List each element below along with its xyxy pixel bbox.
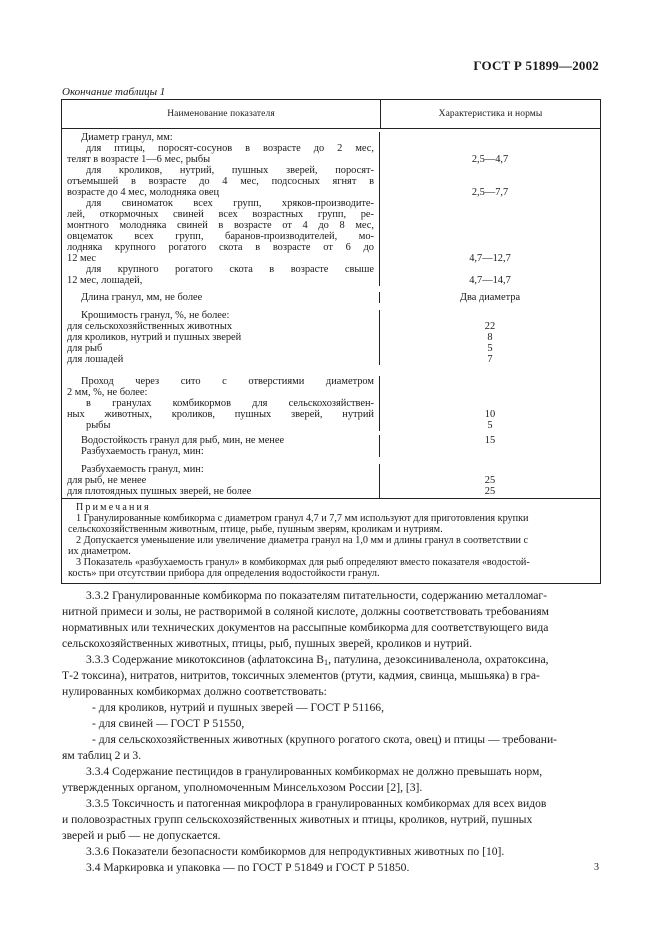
norm-cell: [380, 132, 600, 286]
paragraph-line: нулированных комбикормах должно соответствовать:: [62, 685, 327, 698]
indicator-line: отъемышей в возрасте до 4 мес, подсосных ягнят в: [67, 176, 374, 187]
indicator-cell: [62, 132, 380, 286]
paragraph-line: 3.3.2 Гранулированные комбикорма по показателям питательности, содержанию металломаг-: [86, 589, 548, 602]
paragraph-line: утвержденных органом, уполномоченным Минсельхозом России [2], [3].: [62, 781, 423, 794]
table-header: [62, 100, 600, 129]
body-text: [62, 588, 602, 876]
note-line: их диаметром.: [68, 546, 131, 557]
table-row: [62, 286, 600, 303]
norm-value: [380, 398, 600, 409]
column-header-norms: Характеристика и нормы: [438, 109, 543, 119]
norm-value: 25: [484, 486, 496, 497]
norm-value: [380, 446, 600, 457]
table-body: [62, 129, 600, 498]
norm-value: 2,5—4,7: [471, 154, 509, 165]
indicator-line: Разбухаемость гранул, мин:: [81, 464, 204, 475]
norm-value: [380, 143, 600, 154]
indicator-line: лей, откормочных свиней всех возрастных групп, ре-: [67, 209, 374, 220]
paragraph-line: и половозрастных групп сельскохозяйственных животных и птицы, кроликов, нутрий, пушных: [62, 813, 533, 826]
paragraph-line: 3.4 Маркировка и упаковка — по ГОСТ Р 51849 и ГОСТ Р 51850.: [86, 861, 410, 874]
norm-cell: [380, 310, 600, 365]
paragraph-line: ям таблиц 2 и 3.: [62, 749, 142, 762]
norm-cell: [380, 464, 600, 497]
indicator-cell: [62, 292, 380, 303]
norm-value: 7: [487, 354, 493, 365]
norm-value: 2,5—7,7: [471, 187, 509, 198]
norm-value: [380, 264, 600, 275]
indicator-line: для свиноматок всех групп, хряков-производите-: [86, 198, 374, 209]
norm-value: 22: [484, 321, 496, 332]
paragraph-line: зверей и рыб — не допускается.: [62, 829, 221, 842]
indicator-line: 2 мм, %, не более:: [67, 387, 148, 398]
paragraph-line: - для кроликов, нутрий и пушных зверей — ГОСТ Р 51166,: [92, 701, 384, 714]
table-row: [62, 365, 600, 431]
paragraph-line: 3.3.6 Показатели безопасности комбикормов для непродуктивных животных по [10].: [86, 845, 505, 858]
indicator-line: для рыб, не менее: [67, 475, 147, 486]
norm-value: [380, 231, 600, 242]
indicator-line: возрасте до 4 мес, молодняка овец: [67, 187, 220, 198]
indicator-line: овцематок всех групп, баранов-производителей, мо-: [67, 231, 374, 242]
indicator-line: Крошимость гранул, %, не более:: [81, 310, 230, 321]
indicator-line: 12 мес: [67, 253, 97, 264]
indicator-cell: [62, 464, 380, 497]
norm-value: 25: [484, 475, 496, 486]
table-row: [62, 129, 600, 286]
indicator-line: Водостойкость гранул для рыб, мин, не менее: [81, 435, 285, 446]
norm-value: [380, 242, 600, 253]
indicator-line: рыбы: [86, 420, 111, 431]
table-row: [62, 303, 600, 365]
note-line: 3 Показатель «разбухаемость гранул» в комбикормах для рыб определяют вместо показателя «водостой-: [76, 557, 530, 568]
paragraph-line: 3.3.3 Содержание микотоксинов (афлатоксина $B_1$, патулина, дезоксиниваленола, охратоксина,: [86, 653, 549, 667]
indicator-line: телят в возрасте 1—6 мес, рыбы: [67, 154, 211, 165]
norm-value: [380, 464, 600, 475]
norm-value: 5: [487, 420, 493, 431]
paragraph-line: - для сельскохозяйственных животных (крупного рогатого скота, овец) и птицы — требовани-: [92, 733, 558, 746]
paragraph-line: - для свиней — ГОСТ Р 51550,: [92, 717, 245, 730]
note-line: 1 Гранулированные комбикорма с диаметром гранул 4,7 и 7,7 мм используют для приготовления крупки: [76, 513, 529, 524]
norm-value: [380, 387, 600, 398]
indicator-line: Разбухаемость гранул, мин:: [81, 446, 204, 457]
indicator-line: для лошадей: [67, 354, 124, 365]
indicator-cell: [62, 310, 380, 365]
indicator-line: для сельскохозяйственных животных: [67, 321, 233, 332]
paragraph-line: Т-2 токсина), нитратов, нитритов, токсичных элементов (ртути, кадмия, свинца, мышьяка) в гра-: [62, 669, 540, 682]
table-1: [61, 99, 601, 584]
indicator-line: 12 мес, лошадей,: [67, 275, 143, 286]
norm-value: [380, 209, 600, 220]
note-line: кость» при отсутствии прибора для определения водостойкости гранул.: [68, 568, 380, 579]
norm-value: 10: [484, 409, 496, 420]
norm-value: [380, 132, 600, 143]
indicator-line: для рыб: [67, 343, 103, 354]
norm-value: [380, 176, 600, 187]
page-number: 3: [594, 862, 599, 873]
indicator-line: Проход через сито с отверстиями диаметром: [81, 376, 374, 387]
indicator-line: монтного молодняка свиней в возрасте от 4 до 8 мес,: [67, 220, 374, 231]
indicator-line: для кроликов, нутрий и пушных зверей: [67, 332, 242, 343]
column-header-indicator: Наименование показателя: [62, 100, 381, 128]
indicator-line: для крупного рогатого скота в возрасте свыше: [86, 264, 374, 275]
norm-value: 4,7—12,7: [469, 253, 511, 264]
indicator-line: для кроликов, нутрий, пушных зверей, поросят-: [86, 165, 374, 176]
table-notes: [62, 498, 600, 583]
table-row: [62, 457, 600, 497]
indicator-line: Диаметр гранул, мм:: [81, 132, 173, 143]
norm-cell: [380, 292, 600, 303]
note-line: сельскохозяйственным животным, птице, рыбе, пушным зверям, кроликам и нутриям.: [68, 524, 443, 535]
norm-cell: [380, 435, 600, 457]
indicator-cell: [62, 376, 380, 431]
notes-title: Примечания: [76, 502, 151, 513]
norm-value: 8: [487, 332, 493, 343]
indicator-line: для птицы, поросят-сосунов в возрасте до 2 мес,: [86, 143, 374, 154]
norm-value: Два диаметра: [459, 292, 521, 303]
indicator-line: лодняка крупного рогатого скота в возрасте от 6 до: [67, 242, 374, 253]
indicator-line: для плотоядных пушных зверей, не более: [67, 486, 252, 497]
indicator-line: Длина гранул, мм, не более: [81, 292, 203, 303]
table-caption: Окончание таблицы 1: [62, 86, 166, 98]
paragraph-line: нормативных или технических документов на рассыпные комбикорма для соответствующего вида: [62, 621, 549, 634]
document-id: ГОСТ Р 51899—2002: [473, 58, 599, 73]
indicator-line: ных животных, кроликов, пушных зверей, нутрий: [67, 409, 374, 420]
norm-value: 5: [487, 343, 493, 354]
norm-value: 15: [484, 435, 496, 446]
norm-value: [380, 376, 600, 387]
norm-value: [380, 165, 600, 176]
norm-value: 4,7—14,7: [469, 275, 511, 286]
norm-value: [380, 198, 600, 209]
paragraph-line: сельскохозяйственных животных, птицы, рыб, пушных зверей, кроликов и нутрий.: [62, 637, 472, 650]
norm-cell: [380, 376, 600, 431]
indicator-line: в гранулах комбикормов для сельскохозяйствен-: [86, 398, 374, 409]
paragraph-line: 3.3.5 Токсичность и патогенная микрофлора в гранулированных комбикормах для всех видов: [86, 797, 547, 810]
note-line: 2 Допускается уменьшение или увеличение диаметра гранул на 1,0 мм и длины гранул в соответствии с: [76, 535, 529, 546]
norm-value: [380, 310, 600, 321]
paragraph-line: нитной примеси и золы, не растворимой в соляной кислоте, должны соответствовать требованиям: [62, 605, 549, 618]
paragraph-line: 3.3.4 Содержание пестицидов в гранулированных комбикормах не должно превышать норм,: [86, 765, 543, 778]
indicator-cell: [62, 435, 380, 457]
norm-value: [380, 220, 600, 231]
table-row: [62, 431, 600, 457]
